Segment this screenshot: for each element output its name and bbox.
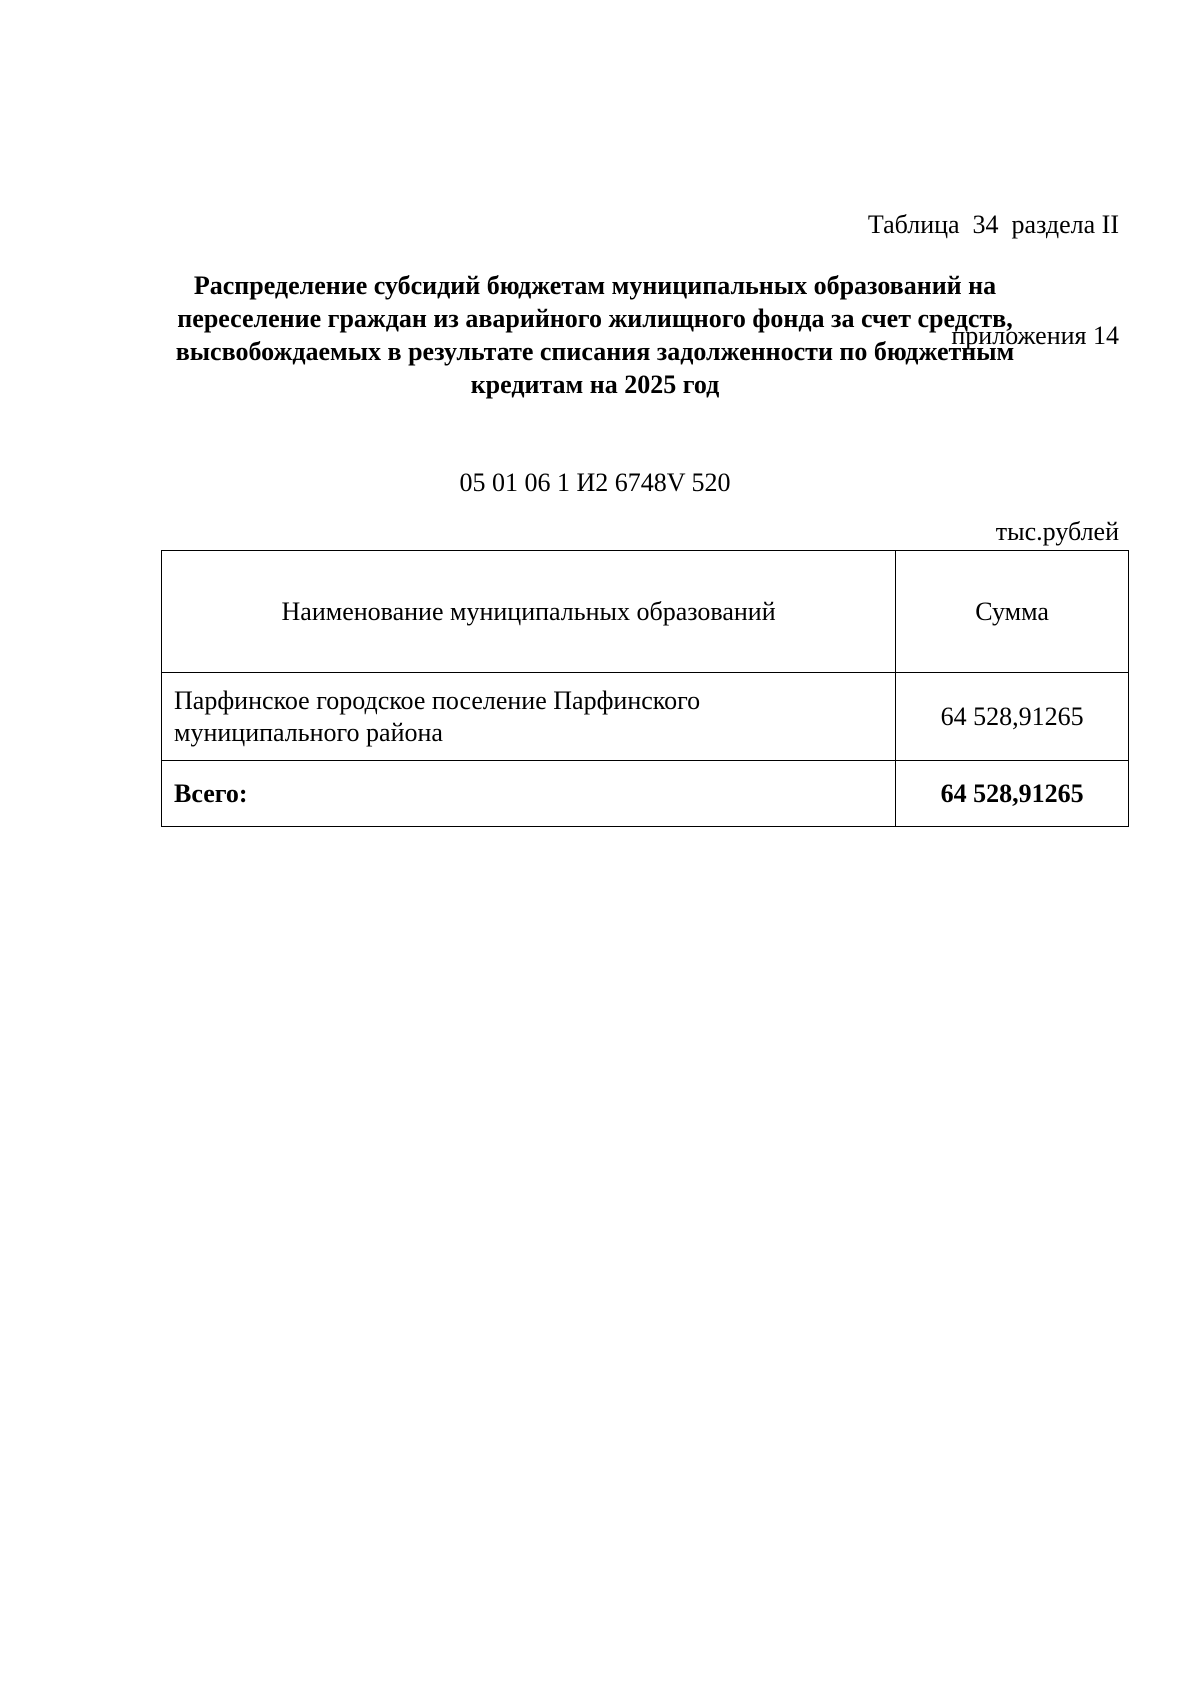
document-title-line: переселение граждан из аварийного жилищного фонда за счет средств, — [177, 304, 1013, 333]
document-title-line: высвобождаемых в результате списания задолженности по бюджетным — [175, 337, 1015, 366]
column-header-name: Наименование муниципальных образований — [162, 551, 896, 673]
table-row — [162, 673, 1129, 761]
table-reference-line2: приложения 14 — [951, 321, 1119, 350]
total-row — [162, 761, 1129, 827]
sum-cell: 64 528,91265 — [896, 673, 1129, 761]
table-reference-line1: Таблица 34 раздела II — [867, 210, 1119, 239]
municipality-name-line: Парфинское городское поселение Парфинского — [174, 685, 701, 715]
subsidy-table — [161, 550, 1129, 827]
total-label: Всего: — [162, 761, 896, 827]
budget-classification-code: 05 01 06 1 И2 6748V 520 — [459, 468, 731, 497]
document-title — [150, 269, 1040, 401]
municipality-name-cell — [162, 673, 896, 761]
document-title-line: Распределение субсидий бюджетам муниципальных образований на — [193, 271, 997, 300]
document-title-line: кредитам на 2025 год — [470, 370, 720, 399]
table-header-row — [162, 551, 1129, 673]
column-header-sum: Сумма — [896, 551, 1129, 673]
municipality-name-line: муниципального района — [174, 717, 443, 747]
total-sum: 64 528,91265 — [896, 761, 1129, 827]
units-label: тыс.рублей — [995, 517, 1119, 546]
